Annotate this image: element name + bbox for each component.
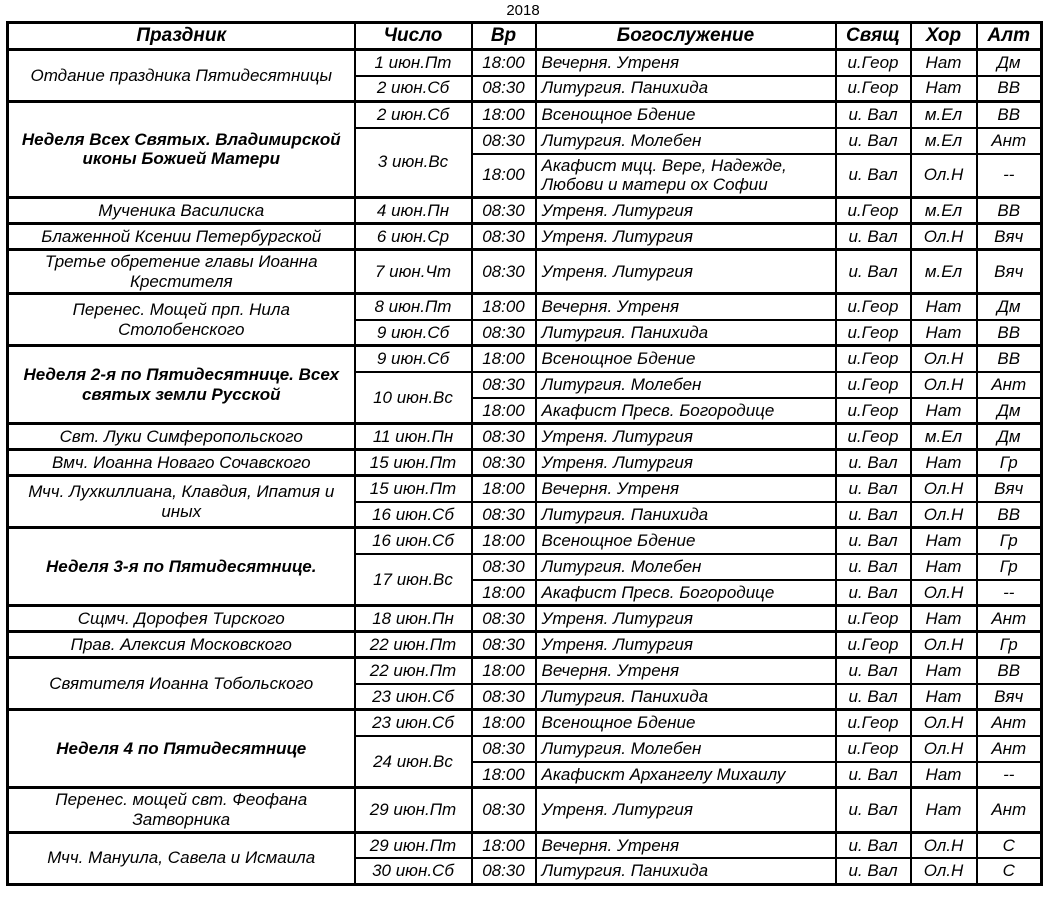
holiday-cell: Третье обретение главы Иоанна Крестителя [8, 249, 355, 293]
choir-cell: Ол.Н [911, 372, 977, 398]
date-cell: 9 июн.Сб [355, 346, 472, 372]
service-cell: Вечерня. Утреня [536, 50, 836, 76]
col-header-altar: Алт [977, 23, 1042, 50]
date-cell: 15 июн.Пт [355, 450, 472, 476]
schedule-row [8, 50, 1042, 76]
date-cell: 11 июн.Пн [355, 424, 472, 450]
col-header-service: Богослужение [536, 23, 836, 50]
time-cell: 18:00 [472, 154, 536, 198]
time-cell: 08:30 [472, 76, 536, 102]
priest-cell: и. Вал [836, 128, 911, 154]
date-cell: 23 июн.Сб [355, 710, 472, 736]
time-cell: 18:00 [472, 528, 536, 554]
date-cell: 1 июн.Пт [355, 50, 472, 76]
priest-cell: и. Вал [836, 223, 911, 249]
service-schedule-table [6, 21, 1043, 886]
altar-cell: Гр [977, 450, 1042, 476]
choir-cell: Ол.Н [911, 858, 977, 884]
schedule-row [8, 606, 1042, 632]
choir-cell: м.Ел [911, 249, 977, 293]
date-cell: 7 июн.Чт [355, 249, 472, 293]
priest-cell: и.Геор [836, 710, 911, 736]
altar-cell: Ант [977, 372, 1042, 398]
service-cell: Литургия. Панихида [536, 684, 836, 710]
time-cell: 08:30 [472, 424, 536, 450]
priest-cell: и.Геор [836, 76, 911, 102]
priest-cell: и.Геор [836, 50, 911, 76]
altar-cell: ВВ [977, 502, 1042, 528]
time-cell: 08:30 [472, 372, 536, 398]
time-cell: 18:00 [472, 102, 536, 128]
holiday-cell: Блаженной Ксении Петербургской [8, 223, 355, 249]
priest-cell: и.Геор [836, 320, 911, 346]
priest-cell: и. Вал [836, 154, 911, 198]
service-cell: Утреня. Литургия [536, 788, 836, 832]
choir-cell: Ол.Н [911, 832, 977, 858]
year-title: 2018 [506, 2, 540, 19]
col-header-choir: Хор [911, 23, 977, 50]
choir-cell: Нат [911, 606, 977, 632]
altar-cell: -- [977, 154, 1042, 198]
choir-cell: Нат [911, 450, 977, 476]
holiday-cell: Прав. Алексия Московского [8, 632, 355, 658]
priest-cell: и.Геор [836, 346, 911, 372]
service-cell: Утреня. Литургия [536, 223, 836, 249]
schedule-row [8, 223, 1042, 249]
time-cell: 08:30 [472, 788, 536, 832]
time-cell: 18:00 [472, 832, 536, 858]
schedule-row [8, 658, 1042, 684]
holiday-cell: Отдание праздника Пятидесятницы [8, 50, 355, 102]
choir-cell: Нат [911, 762, 977, 788]
choir-cell: м.Ел [911, 128, 977, 154]
schedule-body [8, 50, 1042, 885]
date-cell: 9 июн.Сб [355, 320, 472, 346]
holiday-cell: Свт. Луки Симферопольского [8, 424, 355, 450]
priest-cell: и. Вал [836, 832, 911, 858]
date-cell: 15 июн.Пт [355, 476, 472, 502]
priest-cell: и. Вал [836, 450, 911, 476]
time-cell: 08:30 [472, 128, 536, 154]
date-cell: 4 июн.Пн [355, 197, 472, 223]
time-cell: 08:30 [472, 684, 536, 710]
altar-cell: ВВ [977, 346, 1042, 372]
service-cell: Утреня. Литургия [536, 450, 836, 476]
altar-cell: Вяч [977, 249, 1042, 293]
schedule-row [8, 632, 1042, 658]
choir-cell: Нат [911, 398, 977, 424]
date-cell: 18 июн.Пн [355, 606, 472, 632]
service-cell: Вечерня. Утреня [536, 658, 836, 684]
time-cell: 18:00 [472, 50, 536, 76]
date-cell: 24 июн.Вс [355, 736, 472, 788]
schedule-row [8, 832, 1042, 858]
choir-cell: Нат [911, 76, 977, 102]
schedule-row [8, 346, 1042, 372]
choir-cell: м.Ел [911, 424, 977, 450]
date-cell: 29 июн.Пт [355, 832, 472, 858]
date-cell: 17 июн.Вс [355, 554, 472, 606]
holiday-cell: Мученика Василиска [8, 197, 355, 223]
time-cell: 08:30 [472, 249, 536, 293]
choir-cell: Ол.Н [911, 502, 977, 528]
altar-cell: Вяч [977, 684, 1042, 710]
holiday-cell: Неделя 4 по Пятидесятнице [8, 710, 355, 788]
choir-cell: Нат [911, 788, 977, 832]
priest-cell: и. Вал [836, 249, 911, 293]
choir-cell: Нат [911, 294, 977, 320]
service-cell: Акафист Пресв. Богородице [536, 398, 836, 424]
priest-cell: и.Геор [836, 197, 911, 223]
time-cell: 08:30 [472, 606, 536, 632]
priest-cell: и. Вал [836, 554, 911, 580]
altar-cell: ВВ [977, 658, 1042, 684]
date-cell: 2 июн.Сб [355, 102, 472, 128]
schedule-row [8, 424, 1042, 450]
col-header-holiday: Праздник [8, 23, 355, 50]
service-cell: Литургия. Молебен [536, 128, 836, 154]
holiday-cell: Мчч. Лухкиллиана, Клавдия, Ипатия и иных [8, 476, 355, 528]
time-cell: 18:00 [472, 580, 536, 606]
choir-cell: Ол.Н [911, 223, 977, 249]
altar-cell: Дм [977, 398, 1042, 424]
choir-cell: Ол.Н [911, 736, 977, 762]
choir-cell: Ол.Н [911, 580, 977, 606]
choir-cell: Ол.Н [911, 476, 977, 502]
priest-cell: и. Вал [836, 858, 911, 884]
schedule-row [8, 528, 1042, 554]
service-cell: Вечерня. Утреня [536, 294, 836, 320]
time-cell: 08:30 [472, 858, 536, 884]
priest-cell: и. Вал [836, 762, 911, 788]
time-cell: 08:30 [472, 502, 536, 528]
choir-cell: Ол.Н [911, 154, 977, 198]
service-cell: Литургия. Панихида [536, 502, 836, 528]
priest-cell: и. Вал [836, 102, 911, 128]
altar-cell: -- [977, 762, 1042, 788]
priest-cell: и.Геор [836, 606, 911, 632]
col-header-time: Вр [472, 23, 536, 50]
choir-cell: Ол.Н [911, 346, 977, 372]
choir-cell: Нат [911, 554, 977, 580]
service-cell: Всенощное Бдение [536, 102, 836, 128]
altar-cell: Гр [977, 632, 1042, 658]
col-header-date: Число [355, 23, 472, 50]
schedule-row [8, 476, 1042, 502]
time-cell: 18:00 [472, 476, 536, 502]
date-cell: 8 июн.Пт [355, 294, 472, 320]
service-cell: Акафист Пресв. Богородице [536, 580, 836, 606]
choir-cell: Ол.Н [911, 632, 977, 658]
altar-cell: Ант [977, 128, 1042, 154]
altar-cell: -- [977, 580, 1042, 606]
service-cell: Акафискт Архангелу Михаилу [536, 762, 836, 788]
service-cell: Вечерня. Утреня [536, 832, 836, 858]
priest-cell: и. Вал [836, 684, 911, 710]
service-cell: Утреня. Литургия [536, 632, 836, 658]
holiday-cell: Мчч. Мануила, Савела и Исмаила [8, 832, 355, 884]
service-cell: Литургия. Панихида [536, 76, 836, 102]
altar-cell: Дм [977, 294, 1042, 320]
date-cell: 29 июн.Пт [355, 788, 472, 832]
service-cell: Литургия. Молебен [536, 736, 836, 762]
choir-cell: Нат [911, 320, 977, 346]
priest-cell: и. Вал [836, 788, 911, 832]
schedule-row [8, 249, 1042, 293]
altar-cell: Вяч [977, 476, 1042, 502]
date-cell: 6 июн.Ср [355, 223, 472, 249]
priest-cell: и. Вал [836, 476, 911, 502]
service-cell: Утреня. Литургия [536, 197, 836, 223]
holiday-cell: Неделя 2-я по Пятидесятнице. Всех святых земли Русской [8, 346, 355, 424]
holiday-cell: Святителя Иоанна Тобольского [8, 658, 355, 710]
choir-cell: Нат [911, 658, 977, 684]
time-cell: 08:30 [472, 320, 536, 346]
schedule-row [8, 788, 1042, 832]
choir-cell: м.Ел [911, 197, 977, 223]
holiday-cell: Перенес. мощей свт. Феофана Затворника [8, 788, 355, 832]
date-cell: 16 июн.Сб [355, 502, 472, 528]
date-cell: 2 июн.Сб [355, 76, 472, 102]
schedule-row [8, 197, 1042, 223]
altar-cell: ВВ [977, 76, 1042, 102]
time-cell: 08:30 [472, 223, 536, 249]
date-cell: 3 июн.Вс [355, 128, 472, 198]
priest-cell: и.Геор [836, 398, 911, 424]
header-row [8, 23, 1042, 50]
priest-cell: и.Геор [836, 294, 911, 320]
priest-cell: и. Вал [836, 580, 911, 606]
priest-cell: и. Вал [836, 658, 911, 684]
choir-cell: м.Ел [911, 102, 977, 128]
holiday-cell: Неделя 3-я по Пятидесятнице. [8, 528, 355, 606]
altar-cell: С [977, 858, 1042, 884]
service-cell: Акафист мцц. Вере, Надежде, Любови и матери ох Софии [536, 154, 836, 198]
altar-cell: ВВ [977, 102, 1042, 128]
schedule-row [8, 294, 1042, 320]
schedule-row [8, 710, 1042, 736]
time-cell: 08:30 [472, 554, 536, 580]
priest-cell: и. Вал [836, 528, 911, 554]
altar-cell: Вяч [977, 223, 1042, 249]
schedule-row [8, 450, 1042, 476]
altar-cell: Ант [977, 736, 1042, 762]
choir-cell: Ол.Н [911, 710, 977, 736]
time-cell: 18:00 [472, 762, 536, 788]
service-cell: Утреня. Литургия [536, 606, 836, 632]
service-cell: Всенощное Бдение [536, 528, 836, 554]
holiday-cell: Перенес. Мощей прп. Нила Столобенского [8, 294, 355, 346]
altar-cell: Дм [977, 50, 1042, 76]
altar-cell: ВВ [977, 320, 1042, 346]
priest-cell: и.Геор [836, 372, 911, 398]
priest-cell: и. Вал [836, 502, 911, 528]
altar-cell: С [977, 832, 1042, 858]
altar-cell: Гр [977, 554, 1042, 580]
time-cell: 08:30 [472, 632, 536, 658]
date-cell: 22 июн.Пт [355, 658, 472, 684]
choir-cell: Нат [911, 528, 977, 554]
service-cell: Литургия. Панихида [536, 858, 836, 884]
altar-cell: Ант [977, 606, 1042, 632]
date-cell: 22 июн.Пт [355, 632, 472, 658]
date-cell: 10 июн.Вс [355, 372, 472, 424]
service-cell: Вечерня. Утреня [536, 476, 836, 502]
time-cell: 18:00 [472, 658, 536, 684]
date-cell: 30 июн.Сб [355, 858, 472, 884]
holiday-cell: Неделя Всех Святых. Владимирской иконы Божией Матери [8, 102, 355, 198]
priest-cell: и.Геор [836, 736, 911, 762]
priest-cell: и.Геор [836, 632, 911, 658]
col-header-priest: Свящ [836, 23, 911, 50]
time-cell: 18:00 [472, 398, 536, 424]
holiday-cell: Сщмч. Дорофея Тирского [8, 606, 355, 632]
time-cell: 08:30 [472, 197, 536, 223]
date-cell: 16 июн.Сб [355, 528, 472, 554]
service-cell: Всенощное Бдение [536, 346, 836, 372]
altar-cell: Ант [977, 788, 1042, 832]
service-cell: Литургия. Панихида [536, 320, 836, 346]
choir-cell: Нат [911, 684, 977, 710]
time-cell: 08:30 [472, 736, 536, 762]
altar-cell: Гр [977, 528, 1042, 554]
holiday-cell: Вмч. Иоанна Новаго Сочавского [8, 450, 355, 476]
service-cell: Утреня. Литургия [536, 424, 836, 450]
time-cell: 08:30 [472, 450, 536, 476]
schedule-row [8, 102, 1042, 128]
service-cell: Утреня. Литургия [536, 249, 836, 293]
choir-cell: Нат [911, 50, 977, 76]
service-cell: Литургия. Молебен [536, 554, 836, 580]
time-cell: 18:00 [472, 294, 536, 320]
altar-cell: Дм [977, 424, 1042, 450]
altar-cell: ВВ [977, 197, 1042, 223]
date-cell: 23 июн.Сб [355, 684, 472, 710]
priest-cell: и.Геор [836, 424, 911, 450]
service-cell: Литургия. Молебен [536, 372, 836, 398]
time-cell: 18:00 [472, 710, 536, 736]
altar-cell: Ант [977, 710, 1042, 736]
time-cell: 18:00 [472, 346, 536, 372]
service-cell: Всенощное Бдение [536, 710, 836, 736]
